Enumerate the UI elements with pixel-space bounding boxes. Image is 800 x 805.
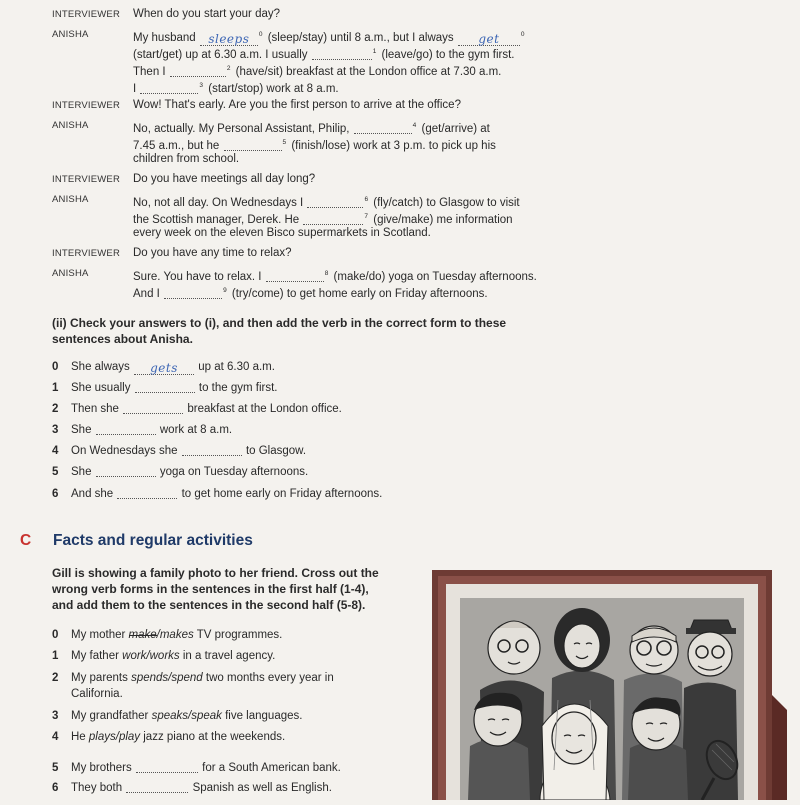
footnote-number: 4 xyxy=(412,122,417,129)
family-photo-illustration xyxy=(432,570,787,800)
list-item-continued: California. xyxy=(71,688,123,700)
answer-blank[interactable] xyxy=(266,269,324,282)
text: My parents xyxy=(71,672,128,684)
text: up at 6.30 a.m. xyxy=(198,361,275,373)
item-number: 3 xyxy=(52,710,59,722)
text: Spanish as well as English. xyxy=(192,782,332,794)
list-item xyxy=(52,648,275,664)
item-number: 5 xyxy=(52,466,59,478)
text: Then she xyxy=(71,403,119,415)
text: jazz piano at the weekends. xyxy=(143,731,286,743)
text: She usually xyxy=(71,382,131,394)
text: (make/do) yoga on Tuesday afternoons. xyxy=(333,271,537,283)
speech-text: Do you have meetings all day long? xyxy=(133,173,316,185)
exercise-instruction: sentences about Anisha. xyxy=(52,332,193,346)
brother-right-figure xyxy=(628,698,688,800)
text: the Scottish manager, Derek. He xyxy=(133,214,300,226)
text: work at 8 a.m. xyxy=(159,424,233,436)
instruction-line: Gill is showing a family photo to her friend. Cross out the xyxy=(52,566,379,580)
list-item xyxy=(52,486,382,502)
text: Sure. You have to relax. I xyxy=(133,271,262,283)
instruction-line: and add them to the sentences in the second half (5-8). xyxy=(52,598,366,612)
footnote-number: 0 xyxy=(520,31,525,38)
list-item xyxy=(52,380,277,396)
section-heading xyxy=(20,532,253,550)
text: (give/make) me information xyxy=(373,214,513,226)
answer-blank[interactable] xyxy=(135,380,195,393)
text: 7.45 a.m., but he xyxy=(133,140,220,152)
text: My mother xyxy=(71,629,126,641)
text: (leave/go) to the gym first. xyxy=(381,49,515,61)
list-item xyxy=(52,443,306,459)
speaker-label: INTERVIEWER xyxy=(52,9,121,20)
speech-text xyxy=(133,77,339,98)
answer-blank[interactable] xyxy=(126,780,188,793)
speaker-label: ANISHA xyxy=(52,120,89,131)
speaker-label: ANISHA xyxy=(52,29,89,40)
text: to Glasgow. xyxy=(245,445,307,457)
answer-blank[interactable] xyxy=(117,486,177,499)
verb-choice[interactable]: work/works xyxy=(122,650,180,662)
exercise-instruction xyxy=(52,565,412,613)
list-item xyxy=(52,359,275,375)
instruction-line: wrong verb forms in the sentences in the first half (1-4), xyxy=(52,582,369,596)
text: She always xyxy=(71,361,130,373)
list-item xyxy=(52,670,334,686)
text: She xyxy=(71,424,92,436)
text: (finish/lose) work at 3 p.m. to pick up his xyxy=(291,140,496,152)
verb-choice[interactable]: make/makes xyxy=(128,629,194,641)
text: No, not all day. On Wednesdays I xyxy=(133,197,304,209)
answer-blank[interactable]: sleeps xyxy=(200,33,258,46)
text: yoga on Tuesday afternoons. xyxy=(159,466,309,478)
item-number: 0 xyxy=(52,629,59,641)
text: My father xyxy=(71,650,119,662)
text: five languages. xyxy=(225,710,303,722)
list-item xyxy=(52,464,308,480)
footnote-number: 8 xyxy=(324,270,329,277)
list-item xyxy=(52,401,342,417)
exercise-instruction: (ii) Check your answers to (i), and then add the verb in the correct form to these xyxy=(52,316,507,330)
footnote-number: 3 xyxy=(199,82,204,89)
answer-blank[interactable] xyxy=(96,422,156,435)
answer-blank[interactable] xyxy=(182,443,242,456)
text: TV programmes. xyxy=(196,629,283,641)
section-title: Facts and regular activities xyxy=(53,532,253,549)
family-photo-frame xyxy=(432,570,787,800)
text: He xyxy=(71,731,86,743)
text: (have/sit) breakfast at the London office at 7.30 a.m. xyxy=(235,66,502,78)
text: for a South American bank. xyxy=(202,762,341,774)
speech-text: Wow! That's early. Are you the first person to arrive at the office? xyxy=(133,99,461,111)
answer-blank[interactable] xyxy=(224,138,282,151)
text: (sleep/stay) until 8 a.m., but I always xyxy=(267,32,454,44)
text: On Wednesdays she xyxy=(71,445,178,457)
answer-blank[interactable] xyxy=(303,212,363,225)
list-item xyxy=(52,729,285,745)
verb-choice[interactable]: spends/spend xyxy=(131,672,203,684)
item-number: 1 xyxy=(52,382,59,394)
answer-blank[interactable] xyxy=(136,760,198,773)
footnote-number: 5 xyxy=(282,139,287,146)
speech-text: Do you have any time to relax? xyxy=(133,247,292,259)
text: She xyxy=(71,466,92,478)
text: (get/arrive) at xyxy=(421,123,490,135)
text: to the gym first. xyxy=(198,382,278,394)
text: two months every year in xyxy=(205,672,334,684)
speaker-label: ANISHA xyxy=(52,194,89,205)
answer-blank[interactable] xyxy=(140,81,198,94)
text: Then I xyxy=(133,66,166,78)
answer-blank[interactable]: get xyxy=(458,33,520,46)
speaker-label: ANISHA xyxy=(52,268,89,279)
text: (start/stop) work at 8 a.m. xyxy=(208,83,339,95)
answer-blank[interactable]: gets xyxy=(134,362,194,375)
item-number: 6 xyxy=(52,782,59,794)
answer-blank[interactable] xyxy=(164,286,222,299)
text: (start/get) up at 6.30 a.m. I usually xyxy=(133,49,308,61)
list-item xyxy=(52,760,341,776)
footnote-number: 6 xyxy=(364,196,369,203)
text: I xyxy=(133,83,137,95)
text: in a travel agency. xyxy=(182,650,276,662)
section-letter: C xyxy=(20,532,32,549)
text: My husband xyxy=(133,32,196,44)
text: to get home early on Friday afternoons. xyxy=(181,488,383,500)
item-number: 3 xyxy=(52,424,59,436)
struck-verb: make xyxy=(128,629,157,641)
speech-text: When do you start your day? xyxy=(133,8,281,20)
item-number: 6 xyxy=(52,488,59,500)
speaker-label: INTERVIEWER xyxy=(52,100,121,111)
answer-blank[interactable] xyxy=(170,64,226,77)
footnote-number: 7 xyxy=(364,213,369,220)
answer-blank[interactable] xyxy=(123,401,183,414)
list-item xyxy=(52,780,332,796)
footnote-number: 2 xyxy=(226,65,231,72)
speech-text: every week on the eleven Bisco supermarkets in Scotland. xyxy=(133,227,431,239)
speaker-label: INTERVIEWER xyxy=(52,248,121,259)
item-number: 1 xyxy=(52,650,59,662)
answer-blank[interactable] xyxy=(96,464,156,477)
text: They both xyxy=(71,782,123,794)
verb-choice[interactable]: speaks/speak xyxy=(151,710,222,722)
speaker-label: INTERVIEWER xyxy=(52,174,121,185)
item-number: 4 xyxy=(52,445,59,457)
list-item xyxy=(52,627,282,643)
brother-left-figure xyxy=(468,693,530,800)
answer-blank[interactable] xyxy=(312,47,372,60)
footnote-number: 0 xyxy=(258,31,263,38)
speech-text xyxy=(133,282,488,303)
verb-choice[interactable]: plays/play xyxy=(88,731,141,743)
text: My brothers xyxy=(71,762,132,774)
text: breakfast at the London office. xyxy=(187,403,342,415)
footnote-number: 9 xyxy=(223,287,227,294)
text: And she xyxy=(71,488,114,500)
answer-blank[interactable] xyxy=(307,195,363,208)
text: And I xyxy=(133,288,160,300)
text: No, actually. My Personal Assistant, Philip, xyxy=(133,123,350,135)
item-number: 5 xyxy=(52,762,59,774)
father-figure xyxy=(682,620,738,800)
list-item xyxy=(52,422,232,438)
item-number: 0 xyxy=(52,361,59,373)
item-number: 4 xyxy=(52,731,59,743)
text: (fly/catch) to Glasgow to visit xyxy=(373,197,520,209)
text: My grandfather xyxy=(71,710,149,722)
answer-blank[interactable] xyxy=(354,121,412,134)
item-number: 2 xyxy=(52,403,59,415)
list-item xyxy=(52,708,302,724)
footnote-number: 1 xyxy=(372,48,377,55)
item-number: 2 xyxy=(52,672,59,684)
text: (try/come) to get home early on Friday afternoons. xyxy=(231,288,488,300)
speech-text: children from school. xyxy=(133,153,240,165)
